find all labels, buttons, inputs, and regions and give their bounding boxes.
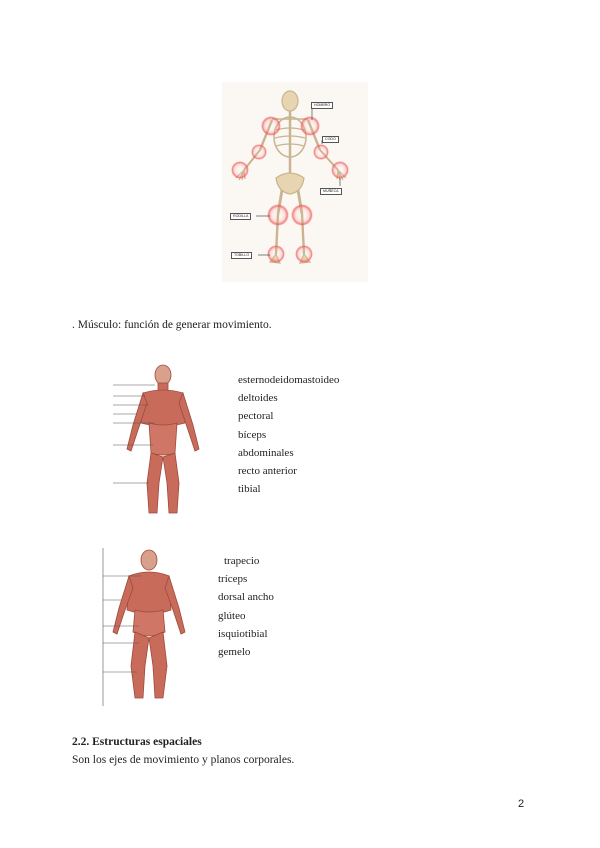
front-muscle-item: deltoides — [238, 392, 278, 405]
front-muscle-item: bíceps — [238, 428, 267, 441]
section-heading: 2.2. Estructuras espaciales — [72, 736, 202, 748]
back-muscle-item: glúteo — [218, 609, 246, 622]
back-muscles-list — [218, 552, 274, 661]
front-muscle-item: recto anterior — [238, 465, 297, 478]
page-number: 2 — [518, 798, 525, 810]
front-muscle-item: esternodeidomastoideo — [238, 374, 340, 386]
joint-label-shoulder: HOMBRO — [311, 102, 333, 109]
front-muscle-item: tibial — [238, 483, 261, 496]
front-muscles-figure — [113, 363, 213, 520]
back-muscle-item: isquiotibial — [218, 627, 268, 640]
joint-label-wrist: MUÑECA — [320, 188, 342, 195]
joint-label-knee: RODILLA — [230, 213, 251, 220]
muscle-intro-text: . Músculo: función de generar movimiento. — [72, 319, 272, 331]
front-muscle-item: abdominales — [238, 446, 294, 459]
front-muscles-list — [238, 371, 339, 498]
back-muscle-item: gemelo — [218, 646, 251, 659]
back-muscle-item: tríceps — [218, 573, 248, 586]
section-body: Son los ejes de movimiento y planos corporales. — [72, 754, 295, 766]
joint-label-elbow: CODO — [322, 136, 339, 143]
front-muscle-item: pectoral — [238, 410, 274, 423]
back-muscle-item: trapecio — [224, 555, 260, 567]
joint-label-ankle: TOBILLO — [231, 252, 252, 259]
back-muscles-figure — [101, 548, 193, 706]
back-muscle-item: dorsal ancho — [218, 591, 274, 604]
